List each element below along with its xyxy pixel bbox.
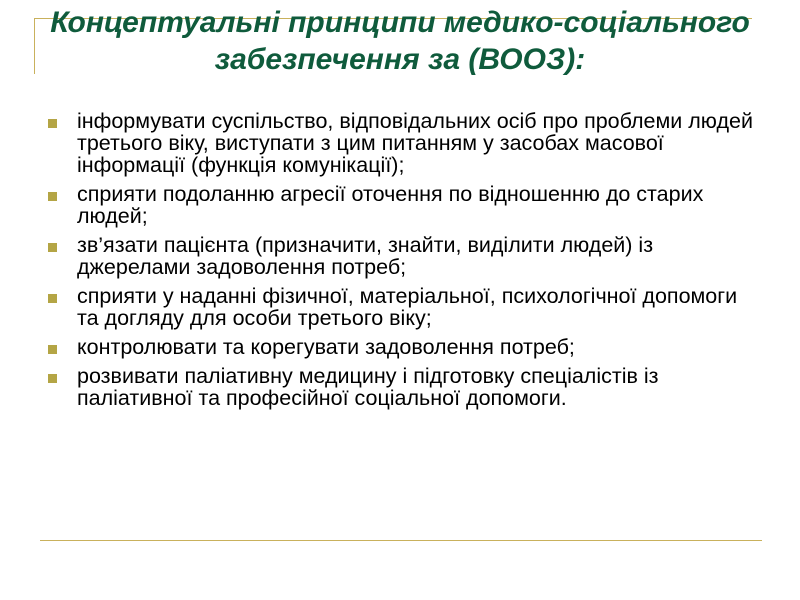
square-bullet-icon [48,294,57,303]
bullet-text: зв’язати пацієнта (призначити, знайти, виділити людей) із джерелами задоволення потреб; [77,233,654,279]
square-bullet-icon [48,374,57,383]
bullet-text: сприяти у наданні фізичної, матеріальної, психологічної допомоги та догляду для особи третього віку; [77,284,738,330]
bullet-item [42,110,762,176]
bullet-item [42,365,762,409]
bullet-text: розвивати паліативну медицину і підготовку спеціалістів із паліативної та професійної соціальної допомоги. [77,364,659,410]
bullet-item [42,336,762,358]
bullet-item [42,234,762,278]
bullet-text: сприяти подоланню агресії оточення по відношенню до старих людей; [77,182,704,228]
bullet-item [42,183,762,227]
bullet-list [42,110,762,409]
bullet-text: контролювати та корегувати задоволення потреб; [77,335,575,359]
square-bullet-icon [48,345,57,354]
frame-bottom-line [40,540,762,541]
bullet-text: інформувати суспільство, відповідальних осіб про проблеми людей третього віку, виступати з цим питанням у засобах масової інформації (функція комунікації); [77,109,753,177]
bullet-item [42,285,762,329]
square-bullet-icon [48,119,57,128]
frame-left-line [34,18,35,74]
slide-title: Концептуальні принципи медико-соціального забезпечення за (ВООЗ): [50,6,750,76]
bullet-list-container [42,110,762,416]
square-bullet-icon [48,192,57,201]
square-bullet-icon [48,243,57,252]
